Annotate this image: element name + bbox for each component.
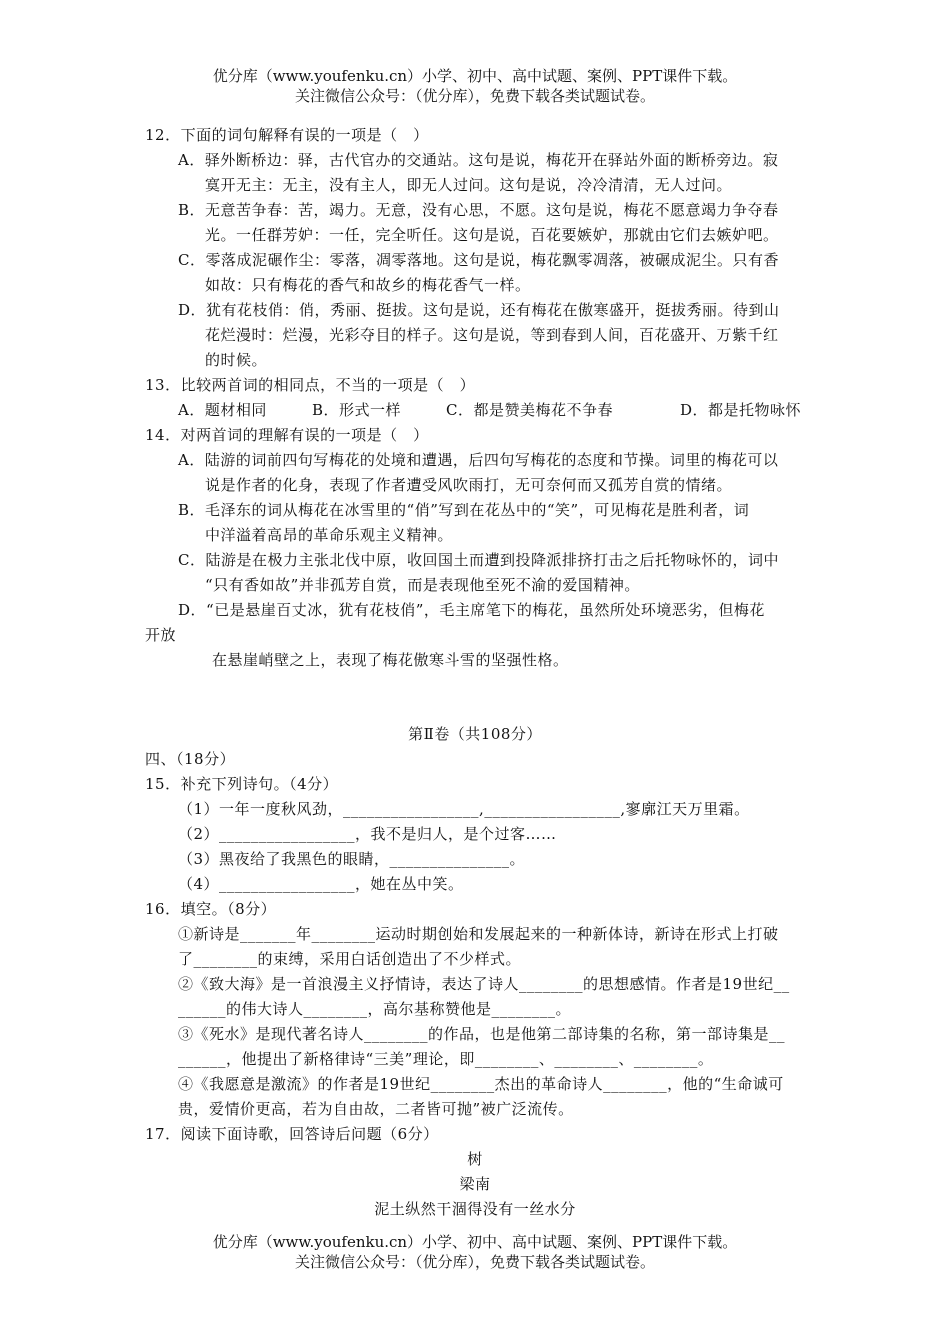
poem-author: 梁南 bbox=[459, 1175, 491, 1193]
q15-stem: 15．补充下列诗句。（4分） bbox=[145, 775, 339, 793]
q13-option-d: D．都是托物咏怀 bbox=[680, 401, 802, 419]
q16-line-1: ①新诗是_______年________运动时期创始和发展起来的一种新体诗，新诗在形式上打破 bbox=[178, 925, 779, 943]
q12-option-d-cont: 花烂漫时：烂漫，光彩夺目的样子。这句是说，等到春到人间，百花盛开、万紫千红 bbox=[205, 326, 779, 344]
part2-title: 第Ⅱ卷（共108分） bbox=[408, 725, 542, 743]
q15-item-2: （2）_________________，我不是归人，是个过客…… bbox=[178, 825, 557, 843]
q14-option-c-cont: “只有香如故”并非孤芳自赏，而是表现他至死不渝的爱国精神。 bbox=[205, 576, 640, 594]
q16-line-2: 了________的束缚，采用白话创造出了不少样式。 bbox=[178, 950, 522, 968]
q14-option-b-cont: 中洋溢着高昂的革命乐观主义精神。 bbox=[205, 526, 454, 544]
q14-option-b: B．毛泽东的词从梅花在冰雪里的“俏”写到在花丛中的“笑”，可见梅花是胜利者，词 bbox=[178, 501, 750, 519]
q17-stem: 17．阅读下面诗歌，回答诗后问题（6分） bbox=[145, 1125, 439, 1143]
q12-option-b: B．无意苦争春：苦，竭力。无意，没有心思，不愿。这句是说，梅花不愿意竭力争夺春 bbox=[178, 201, 779, 219]
header-line-2: 关注微信公众号：（优分库），免费下载各类试题试卷。 bbox=[294, 87, 655, 105]
q13-stem: 13．比较两首词的相同点，不当的一项是（ ） bbox=[145, 376, 476, 394]
q14-option-d-cont: 开放 bbox=[145, 626, 177, 644]
footer-line-1: 优分库（www.youfenku.cn）小学、初中、高中试题、案例、PPT课件下载。 bbox=[212, 1233, 738, 1251]
q13-option-b: B．形式一样 bbox=[312, 401, 402, 419]
q12-option-a-cont: 寞开无主：无主，没有主人，即无人过问。这句是说，冷冷清清，无人过问。 bbox=[205, 176, 733, 194]
q12-option-a: A．驿外断桥边：驿，古代官办的交通站。这句是说，梅花开在驿站外面的断桥旁边。寂 bbox=[178, 151, 779, 169]
q16-line-5: ③《死水》是现代著名诗人________的作品，也是他第二部诗集的名称，第一部诗集是__ bbox=[178, 1025, 786, 1043]
q14-option-a-cont: 说是作者的化身，表现了作者遭受风吹雨打，无可奈何而又孤芳自赏的情绪。 bbox=[205, 476, 733, 494]
q16-line-4: ______的伟大诗人________，高尔基称赞他是________。 bbox=[178, 1000, 572, 1018]
q15-item-4: （4）_________________，她在丛中笑。 bbox=[178, 875, 464, 893]
q14-option-d-cont2: 在悬崖峭壁之上，表现了梅花傲寒斗雪的坚强性格。 bbox=[212, 651, 569, 669]
q12-option-d-cont2: 的时候。 bbox=[205, 351, 268, 369]
q16-line-8: 贵，爱情价更高，若为自由故，二者皆可抛”被广泛流传。 bbox=[178, 1100, 574, 1118]
q16-line-6: ______，他提出了新格律诗“三美”理论，即________、________、________。 bbox=[178, 1050, 714, 1068]
q12-option-d: D．犹有花枝俏：俏，秀丽、挺拔。这句是说，还有梅花在傲寒盛开，挺拔秀丽。待到山 bbox=[178, 301, 780, 319]
q16-line-3: ②《致大海》是一首浪漫主义抒情诗，表达了诗人________的思想感情。作者是19世纪__ bbox=[178, 975, 790, 993]
section-four: 四、（18分） bbox=[145, 750, 236, 768]
q14-option-c: C．陆游是在极力主张北伐中原，收回国土而遭到投降派排挤打击之后托物咏怀的，词中 bbox=[178, 551, 779, 569]
q14-option-d: D．“已是悬崖百丈冰，犹有花枝俏”，毛主席笔下的梅花，虽然所处环境恶劣，但梅花 bbox=[178, 601, 765, 619]
q13-option-c: C．都是赞美梅花不争春 bbox=[446, 401, 613, 419]
q12-option-c-cont: 如故：只有梅花的香气和故乡的梅花香气一样。 bbox=[205, 276, 531, 294]
q16-line-7: ④《我愿意是激流》的作者是19世纪________杰出的革命诗人________，他的“生命诚可 bbox=[178, 1075, 784, 1093]
q16-stem: 16．填空。（8分） bbox=[145, 900, 277, 918]
q12-option-c: C．零落成泥碾作尘：零落，凋零落地。这句是说，梅花飘零凋落，被碾成泥尘。只有香 bbox=[178, 251, 779, 269]
q14-option-a: A．陆游的词前四句写梅花的处境和遭遇，后四句写梅花的态度和节操。词里的梅花可以 bbox=[178, 451, 779, 469]
q15-item-3: （3）黑夜给了我黑色的眼睛，_______________。 bbox=[178, 850, 526, 868]
poem-title: 树 bbox=[467, 1150, 483, 1168]
q15-item-1: （1）一年一度秋风劲，_________________,_________________,寥廓江天万里霜。 bbox=[178, 800, 750, 818]
q12-stem: 12．下面的词句解释有误的一项是（ ） bbox=[145, 126, 429, 144]
q14-stem: 14．对两首词的理解有误的一项是（ ） bbox=[145, 426, 429, 444]
poem-line-1: 泥土纵然干涸得没有一丝水分 bbox=[374, 1200, 576, 1218]
header-line-1: 优分库（www.youfenku.cn）小学、初中、高中试题、案例、PPT课件下载。 bbox=[212, 67, 738, 85]
q12-option-b-cont: 光。一任群芳妒：一任，完全听任。这句是说，百花要嫉妒，那就由它们去嫉妒吧。 bbox=[205, 226, 779, 244]
footer-line-2: 关注微信公众号：（优分库），免费下载各类试题试卷。 bbox=[294, 1253, 655, 1271]
q13-option-a: A．题材相同 bbox=[178, 401, 267, 419]
